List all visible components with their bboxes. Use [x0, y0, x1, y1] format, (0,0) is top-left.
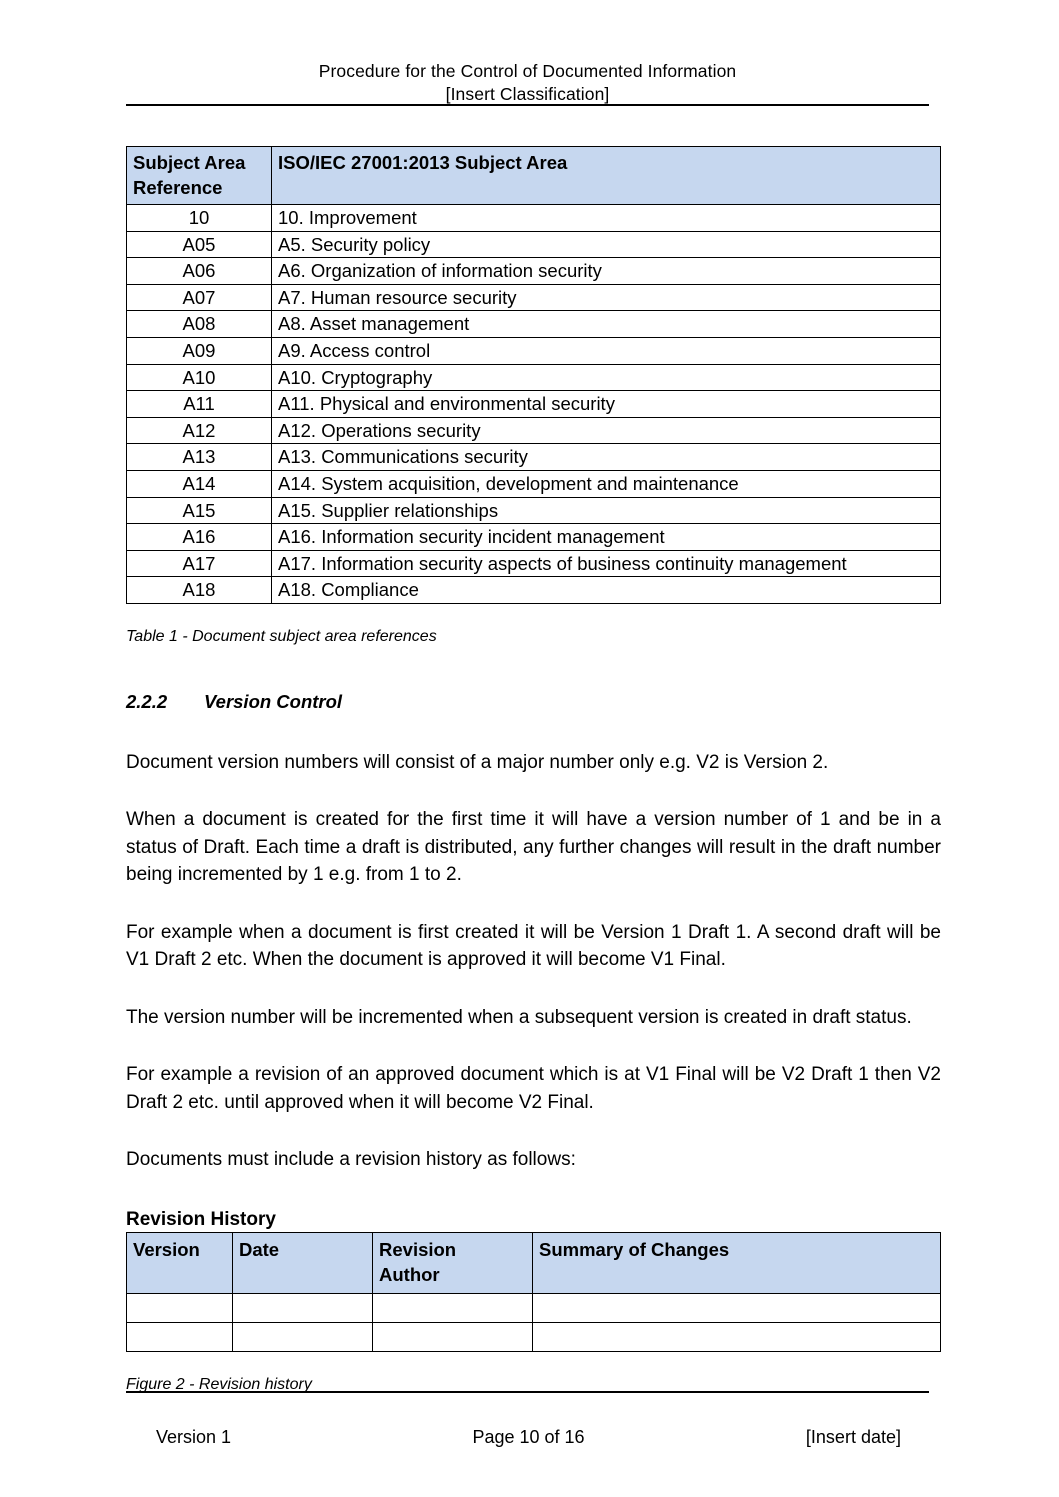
- paragraph-draft-example: For example when a document is first created it will be Version 1 Draft 1. A second draft will be V1 Draft 2 etc. When the document is approved it will become V1 Final.: [126, 921, 941, 971]
- table-row: [127, 311, 941, 338]
- table-row: [127, 1293, 941, 1322]
- table-row: [127, 231, 941, 258]
- column-header-date: Date: [233, 1232, 373, 1293]
- footer-version: Version 1: [156, 1427, 232, 1447]
- subject-area-table-body: [127, 205, 941, 604]
- cell-iso-subject-area: A10. Cryptography: [272, 364, 941, 391]
- cell-iso-subject-area: A15. Supplier relationships: [272, 497, 941, 524]
- document-running-footer: [126, 1425, 929, 1449]
- cell-iso-subject-area: A14. System acquisition, development and maintenance: [272, 470, 941, 497]
- table-row: [127, 337, 941, 364]
- table-row: [127, 1322, 941, 1351]
- cell-revision-author[interactable]: [373, 1293, 533, 1322]
- table-row: [127, 205, 941, 232]
- cell-version[interactable]: [127, 1293, 233, 1322]
- table-header-row: [127, 147, 941, 205]
- subject-area-table: [126, 146, 941, 604]
- cell-subject-area-reference: A16: [127, 524, 272, 551]
- table-row: [127, 258, 941, 285]
- cell-subject-area-reference: A08: [127, 311, 272, 338]
- cell-iso-subject-area: A16. Information security incident management: [272, 524, 941, 551]
- paragraph-revision-example: For example a revision of an approved document which is at V1 Final will be V2 Draft 1 then V2 Draft 2 etc. until approved when it will become V2 Final.: [126, 1064, 941, 1113]
- cell-iso-subject-area: A18. Compliance: [272, 577, 941, 604]
- revision-history-table-head: [127, 1232, 941, 1293]
- cell-subject-area-reference: A18: [127, 577, 272, 604]
- table-row: [127, 497, 941, 524]
- table-row: [127, 391, 941, 418]
- header-line-2: Author: [379, 1263, 440, 1285]
- section-title: Version Control: [204, 690, 343, 712]
- section-number: 2.2.2: [126, 690, 168, 712]
- cell-subject-area-reference: A07: [127, 284, 272, 311]
- cell-date[interactable]: [233, 1293, 373, 1322]
- paragraph-revision-history-intro: Documents must include a revision history as follows:: [126, 1149, 576, 1171]
- table-row: [127, 577, 941, 604]
- cell-subject-area-reference: 10: [127, 205, 272, 232]
- cell-summary-of-changes[interactable]: [533, 1322, 941, 1351]
- table-row: [127, 284, 941, 311]
- cell-iso-subject-area: A7. Human resource security: [272, 284, 941, 311]
- cell-subject-area-reference: A14: [127, 470, 272, 497]
- document-running-header: [126, 60, 929, 106]
- table-row: [127, 470, 941, 497]
- heading-revision-history: Revision History: [126, 1208, 276, 1230]
- header-classification: [Insert Classification]: [445, 84, 610, 104]
- table-row: [127, 417, 941, 444]
- table-1-caption: Table 1 - Document subject area references: [126, 627, 437, 645]
- cell-iso-subject-area: A13. Communications security: [272, 444, 941, 471]
- column-header-summary-of-changes: Summary of Changes: [533, 1232, 941, 1293]
- cell-subject-area-reference: A06: [127, 258, 272, 285]
- document-content: [126, 146, 941, 1396]
- cell-iso-subject-area: A12. Operations security: [272, 417, 941, 444]
- cell-subject-area-reference: A13: [127, 444, 272, 471]
- cell-subject-area-reference: A05: [127, 231, 272, 258]
- table-header-row: [127, 1232, 941, 1293]
- cell-subject-area-reference: A15: [127, 497, 272, 524]
- header-line-2: Reference: [133, 177, 223, 198]
- footer-divider-rule: [126, 1391, 929, 1393]
- cell-subject-area-reference: A12: [127, 417, 272, 444]
- figure-2-caption: Figure 2 - Revision history: [126, 1375, 312, 1393]
- cell-iso-subject-area: A5. Security policy: [272, 231, 941, 258]
- footer-date: [Insert date]: [805, 1427, 901, 1447]
- footer-page-number: Page 10 of 16: [472, 1427, 585, 1447]
- header-line-1: Revision: [379, 1238, 457, 1260]
- column-header-iso-subject-area: ISO/IEC 27001:2013 Subject Area: [272, 147, 941, 205]
- table-row: [127, 364, 941, 391]
- cell-revision-author[interactable]: [373, 1322, 533, 1351]
- cell-iso-subject-area: A9. Access control: [272, 337, 941, 364]
- cell-iso-subject-area: A6. Organization of information security: [272, 258, 941, 285]
- cell-subject-area-reference: A17: [127, 550, 272, 577]
- column-header-revision-author: [373, 1232, 533, 1293]
- cell-subject-area-reference: A10: [127, 364, 272, 391]
- cell-version[interactable]: [127, 1322, 233, 1351]
- cell-subject-area-reference: A09: [127, 337, 272, 364]
- cell-subject-area-reference: A11: [127, 391, 272, 418]
- table-row: [127, 524, 941, 551]
- table-row: [127, 444, 941, 471]
- cell-iso-subject-area: A11. Physical and environmental security: [272, 391, 941, 418]
- column-header-version: Version: [127, 1232, 233, 1293]
- header-divider-rule: [126, 104, 929, 106]
- section-heading-version-control: [126, 690, 941, 714]
- paragraph-first-creation: When a document is created for the first time it will have a version number of 1 and be in a status of Draft. Each time a draft is distributed, any further changes will result in the draft number being incremented by 1 e.g. from 1 to 2.: [126, 809, 941, 886]
- subject-area-table-head: [127, 147, 941, 205]
- cell-iso-subject-area: 10. Improvement: [272, 205, 941, 232]
- header-title: Procedure for the Control of Documented Information: [318, 61, 737, 81]
- cell-iso-subject-area: A17. Information security aspects of business continuity management: [272, 550, 941, 577]
- cell-date[interactable]: [233, 1322, 373, 1351]
- revision-history-table-body: [127, 1293, 941, 1351]
- table-row: [127, 550, 941, 577]
- column-header-subject-area-reference: [127, 147, 272, 205]
- cell-summary-of-changes[interactable]: [533, 1293, 941, 1322]
- paragraph-version-numbers: Document version numbers will consist of a major number only e.g. V2 is Version 2.: [126, 751, 829, 773]
- paragraph-version-increment: The version number will be incremented when a subsequent version is created in draft status.: [126, 1006, 912, 1028]
- header-line-1: Subject Area: [133, 152, 246, 173]
- revision-history-table: [126, 1232, 941, 1352]
- cell-iso-subject-area: A8. Asset management: [272, 311, 941, 338]
